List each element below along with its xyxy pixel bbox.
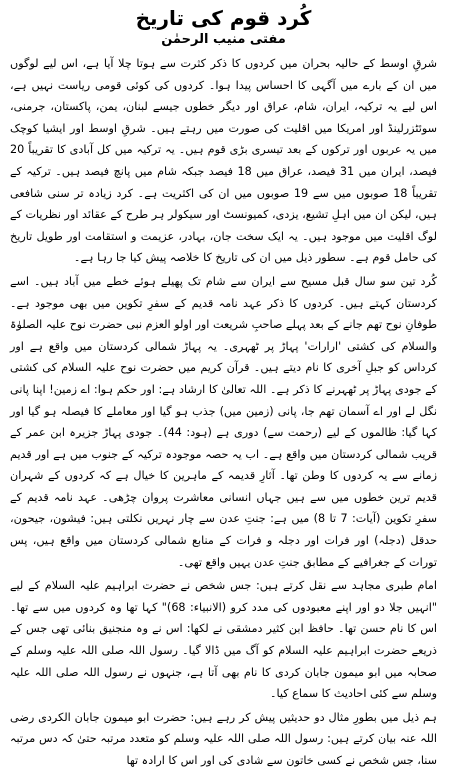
article-paragraph: امام طبری مجاہد سے نقل کرتے ہیں: جس شخص نے حضرت ابراہیم علیہ السلام کے لیے "انہیں جلا دو اور اپنے معبودوں کی مدد کرو (الانبیاء: 68)" کہا تھا وہ کردوں میں سے تھا۔ اس کا نام حسن تھا۔ حافظ ابن کثیر دمشقی نے لکھا: اس نے وہ منجنیق بنائی تھی جس کے ذریعے حضرت ابراہیم علیہ السلام کو آگ میں ڈالا گیا۔ رسول اللہ صلی اللہ علیہ وسلم کے صحابہ میں ابو میمون جابان کردی کا نام بھی آتا ہے، جنہوں نے رسول اللہ صلی اللہ علیہ وسلم سے کئی احادیث کا سماع کیا۔ [10,579,438,701]
article-paragraph: ہم ذیل میں بطورِ مثال دو حدیثیں پیش کر رہے ہیں: حضرت ابو میمون جابان الکردی رضی اللہ عنہ بیان کرتے ہیں: رسول اللہ صلی اللہ علیہ وسلم کو متعدد مرتبہ حتیٰ کہ دس مرتبہ سنا، جس شخص نے کسی خاتون سے شادی کی اور اس کا ارادہ تھا [10,710,437,767]
article-body [10,53,437,772]
article-paragraph: کُرد تین سو سال قبل مسیح سے ایران سے شام تک پھیلے ہوئے خطے میں آباد ہیں۔ اسے کردستان کہتے ہیں۔ کردوں کا ذکر عہد نامہ قدیم کے سفرِ تکوین میں بھی موجود ہے۔ طوفانِ نوح تھم جانے کے بعد پہلے صاحبِ شریعت اور اولو العزم نبی حضرت نوح علیہ الصلوٰۃ والسلام کی کشتی 'ارارات' پہاڑ پر ٹھہری۔ یہ پہاڑ شمالی کردستان میں واقع ہے اور کرداس کو جبلِ آخری کا نام دیتے ہیں۔ قرآن کریم میں حضرت نوح علیہ السلام کی کشتی کے جودی پہاڑ پر ٹھہرنے کا ذکر ہے۔ اللہ تعالیٰ کا ارشاد ہے: اور حکم ہوا: اے زمین! اپنا پانی نگل لے اور اے آسمان تھم جا، پانی (زمین میں) جذب ہو گیا اور معاملے کا فیصلہ ہو گیا اور کہا گیا: ظالموں کے لیے (رحمت سے) دوری ہے (ہود: 44)۔ جودی پہاڑ جزیرہ ابن عمر کے قریب شمالی کردستان میں واقع ہے۔ اب یہ حصہ موجودہ ترکیہ کے جنوب میں ہے اور قدیم زمانے سے یہ کردوں کا وطن تھا۔ آثارِ قدیمہ کے ماہرین کا خیال ہے کہ کردوں کے شہران قدیم ترین خطوں میں سے ہیں جہاں انسانی معاشرت پروان چڑھی۔ عہد نامہ قدیم کے سفرِ تکوین (آیات: 7 تا 8) میں ہے: جنتِ عدن سے چار نہریں نکلتی ہیں: فیشون، جیحون، حدقل (دجلہ) اور فرات اور دجلہ و فرات کے منابع شمالی کردستان میں واقع ہیں، پس تورات کے جغرافیے کے مطابق جنتِ عدن یہیں واقع تھی۔ [10,274,438,569]
article-author: مفتی منیب الرحمٰن [161,32,286,47]
article-title: کُرد قوم کی تاریخ [135,6,312,30]
article-paragraph: شرقِ اوسط کے حالیہ بحران میں کردوں کا ذکر کثرت سے ہوتا چلا آیا ہے، اس لیے لوگوں میں ان کے بارے میں آگہی کا احساس پیدا ہوا۔ کردوں کی کوئی قومی ریاست نہیں ہے، اس لیے یہ ترکیہ، ایران، شام، عراق اور دیگر خطوں جیسے لبنان، یمن، پاکستان، جرمنی، سوئٹزرلینڈ اور امریکا میں اقلیت کی صورت میں رہتے ہیں۔ شرقِ اوسط اور ایشیا کوچک میں یہ عربوں اور ترکوں کے بعد تیسری بڑی قوم ہیں۔ یہ ترکیہ میں کل آبادی کا تقریباً 20 فیصد، ایران میں 31 فیصد، عراق میں 18 فیصد جبکہ شام میں پانچ فیصد ہیں۔ ترکیہ کے تقریباً 18 صوبوں میں سے 19 صوبوں میں ان کی اکثریت ہے۔ کرد زیادہ تر سنی شافعی ہیں، لیکن ان میں اہلِ تشیع، یزدی، کمیونسٹ اور سیکولر ہر طرح کے عقائد اور نظریات کے لوگ اقلیت میں موجود ہیں۔ یہ ایک سخت جان، بہادر، عزیمت و استقامت اور طویل تاریخ کی حامل قوم ہے۔ سطور ذیل میں ان کی تاریخ کا خلاصہ پیش کیا جا رہا ہے۔ [10,57,438,265]
